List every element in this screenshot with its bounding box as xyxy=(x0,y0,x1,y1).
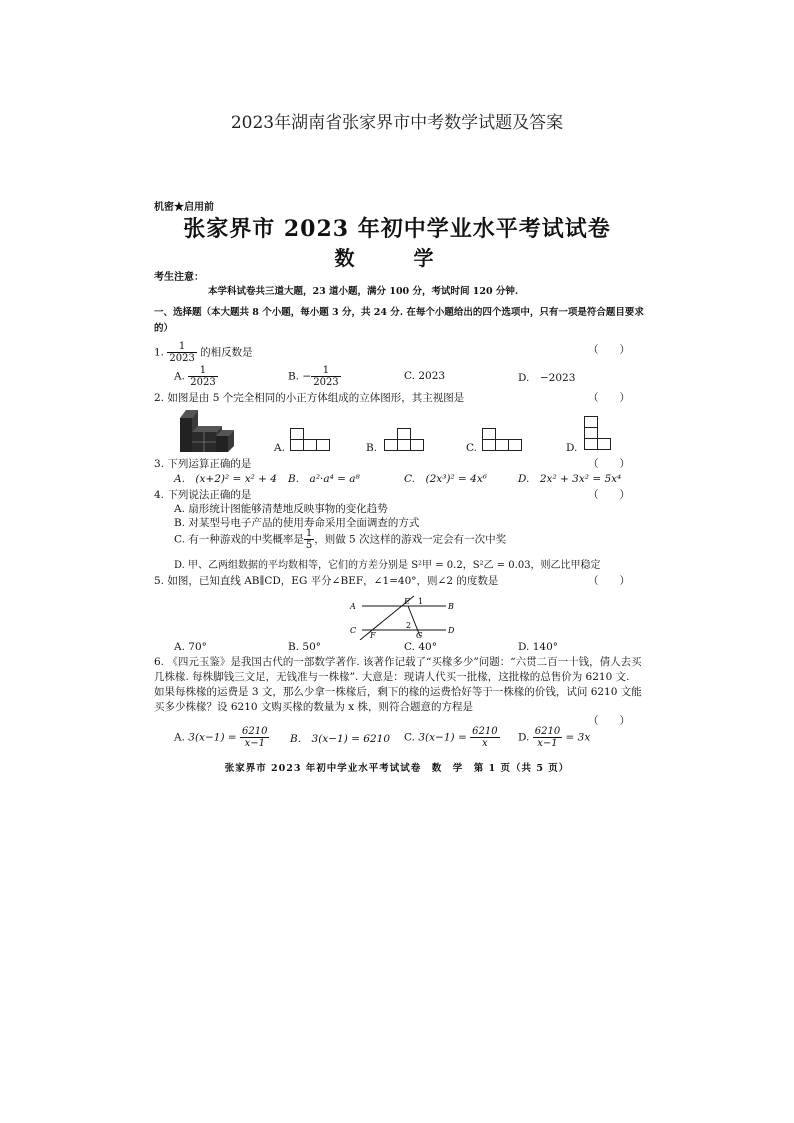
q6-option-d xyxy=(518,726,590,749)
question-1 xyxy=(154,341,253,364)
q6-d-label: D. xyxy=(518,731,530,744)
q5-angle-1: 1 xyxy=(418,597,424,606)
q1-b-label: B. xyxy=(288,370,300,383)
question-4: 4. 下列说法正确的是 xyxy=(154,489,252,501)
q6-answer-paren: （ ） xyxy=(588,715,630,727)
q1-fraction xyxy=(167,341,196,364)
q5-label-b: B xyxy=(448,602,454,611)
question-6: 6. 《四元玉鉴》是我国古代的一部数学著作. 该著作记载了“买椽多少”问题：“六贯二百一十钱，倩人去买几株椽. 每株脚钱三文足，无钱准与一株椽”. 大意是：现请人代买一批椽，这批椽的总售价为 6210 文. 如果每株椽的运费是 3 文，那么少拿一株椽后，剩下的椽的运费恰好等于一株椽的价钱，试问 6210 文能买多少株椽？设 6210 文购买椽的数量为 x 株，则符合题意的方程是 xyxy=(154,656,642,713)
q1-text: 的相反数是 xyxy=(200,346,253,359)
q1-a-fraction xyxy=(188,365,217,388)
q3-answer-paren: （ ） xyxy=(588,458,630,470)
q6-a-num: 6210 xyxy=(242,726,268,737)
q6-option-c xyxy=(404,726,500,749)
q6-c-label: C. xyxy=(404,731,415,744)
q6-a-label: A. xyxy=(174,731,185,744)
q4-c-post: ，则做 5 次这样的游戏一定会有一次中奖 xyxy=(314,533,507,546)
q1-option-c: C. 2023 xyxy=(404,370,446,382)
q6-d-num: 6210 xyxy=(534,726,561,737)
q4-option-c xyxy=(174,528,506,551)
q6-a-den: x−1 xyxy=(244,738,265,749)
q3-option-d: D. 2x² + 3x² = 5x⁴ xyxy=(518,473,622,485)
q4-answer-paren: （ ） xyxy=(588,489,630,501)
q2-option-a-label: A. xyxy=(274,442,285,454)
q5-option-a: A. 70° xyxy=(174,641,207,653)
q5-label-a: A xyxy=(350,602,356,611)
notice-heading: 考生注意： xyxy=(154,272,204,283)
q1-answer-paren: （ ） xyxy=(588,344,630,356)
q1-number: 1. xyxy=(154,346,165,359)
q1-option-d: D. −2023 xyxy=(518,372,576,384)
q6-d-post: = 3x xyxy=(565,731,591,744)
q5-label-d: D xyxy=(448,626,455,635)
q1-frac-num: 1 xyxy=(167,341,196,353)
q6-d-fraction xyxy=(533,726,562,749)
q6-a-pre: 3(x−1) = xyxy=(188,731,237,744)
question-2: 2. 如图是由 5 个完全相同的小正方体组成的立体图形，其主视图是 xyxy=(154,392,465,404)
q5-option-d: D. 140° xyxy=(518,641,559,653)
q6-c-pre: 3(x−1) = xyxy=(418,731,467,744)
q6-c-num: 6210 xyxy=(472,726,498,737)
page-footer: 张家界市 2023 年初中学业水平考试试卷 数 学 第 1 页（共 5 页） xyxy=(224,763,570,774)
q4-c-num: 1 xyxy=(305,528,313,539)
q4-option-d: D. 甲、乙两组数据的平均数相等，它们的方差分别是 S²甲 = 0.2，S²乙 = 0.03，则乙比甲稳定 xyxy=(174,560,601,571)
question-3: 3. 下列运算正确的是 xyxy=(154,458,252,470)
q6-a-fraction xyxy=(240,726,269,749)
q6-option-a xyxy=(174,726,269,749)
q6-c-den: x xyxy=(482,738,488,749)
q5-angle-2: 2 xyxy=(406,621,412,630)
q4-option-b: B. 对某型号电子产品的使用寿命采用全面调查的方式 xyxy=(174,517,420,529)
exam-title: 张家界市 2023 年初中学业水平考试试卷 xyxy=(183,216,611,242)
q5-parallel-lines-figure xyxy=(340,592,460,640)
q1-a-num: 1 xyxy=(188,365,217,377)
q5-label-e: E xyxy=(404,597,410,606)
q1-b-fraction xyxy=(311,365,340,388)
q5-answer-paren: （ ） xyxy=(588,575,630,587)
q6-d-den: x−1 xyxy=(537,738,558,749)
subject-title: 数 学 xyxy=(334,246,460,270)
q5-label-g: G xyxy=(416,631,423,640)
q2-option-c-label: C. xyxy=(466,442,477,454)
q5-label-c: C xyxy=(350,626,357,635)
q4-c-fraction xyxy=(304,528,314,551)
q3-option-a: A. (x+2)² = x² + 4 xyxy=(174,473,277,485)
q2-option-d-label: D. xyxy=(566,442,578,454)
q1-b-sign: − xyxy=(302,370,312,383)
q5-label-f: F xyxy=(370,631,376,640)
q6-option-b: B. 3(x−1) = 6210 xyxy=(290,733,391,745)
q2-option-b-label: B. xyxy=(366,442,378,454)
q1-a-label: A. xyxy=(174,370,185,383)
q1-option-b xyxy=(288,365,341,388)
q4-c-den: 5 xyxy=(305,540,313,551)
q5-option-b: B. 50° xyxy=(288,641,322,653)
q6-c-fraction xyxy=(470,726,499,749)
q1-a-den: 2023 xyxy=(190,377,216,388)
secret-mark: 机密★启用前 xyxy=(154,202,214,213)
question-5: 5. 如图，已知直线 AB∥CD，EG 平分∠BEF，∠1=40°，则∠2 的度数是 xyxy=(154,575,499,587)
q1-option-a xyxy=(174,365,218,388)
q2-answer-paren: （ ） xyxy=(588,392,630,404)
q3-option-c: C. (2x³)² = 4x⁶ xyxy=(404,473,487,485)
q5-option-c: C. 40° xyxy=(404,641,437,653)
q4-option-a: A. 扇形统计图能够清楚地反映事物的变化趋势 xyxy=(174,503,388,515)
q1-frac-den: 2023 xyxy=(169,353,195,364)
q4-c-pre: C. 有一种游戏的中奖概率是 xyxy=(174,533,304,546)
q1-b-den: 2023 xyxy=(313,377,339,388)
q1-b-num: 1 xyxy=(311,365,340,377)
q3-option-b: B. a²·a⁴ = a⁸ xyxy=(288,473,360,485)
page-title: 2023年湖南省张家界市中考数学试题及答案 xyxy=(230,113,564,133)
notice-text: 本学科试卷共三道大题，23 道小题，满分 100 分，考试时间 120 分钟. xyxy=(208,286,519,297)
section-1-heading: 一、选择题（本大题共 8 个小题，每小题 3 分，共 24 分. 在每个小题给出的四个选项中，只有一项是符合题目要求的） xyxy=(154,307,644,334)
cube-solid-figure xyxy=(176,402,238,454)
